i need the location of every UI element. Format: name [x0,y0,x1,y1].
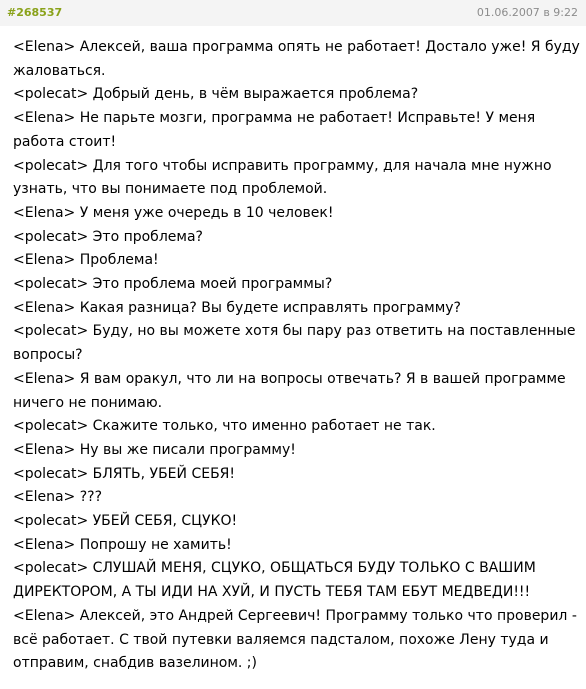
quote-line: <polecat> Скажите только, что именно работает не так. [13,418,436,435]
quote-line: <Elena> Проблема! [13,252,159,269]
quote-line: <Elena> Я вам оракул, что ли на вопросы отвечать? Я в вашей программе ничего не понимаю. [13,370,566,411]
quote-line: <Elena> ??? [13,489,103,506]
quote-body [13,36,581,676]
quote-line: <Elena> Какая разница? Вы будете исправлять программу? [13,299,461,316]
quote-id-link[interactable]: #268537 [7,6,63,19]
quote-line: <polecat> СЛУШАЙ МЕНЯ, СЦУКО, ОБЩАТЬСЯ БУДУ ТОЛЬКО С ВАШИМ ДИРЕКТОРОМ, А ТЫ ИДИ НА ХУЙ, И ПУСТЬ ТЕБЯ ТАМ ЕБУТ МЕДВЕДИ!!! [13,560,536,601]
quote-line: <Elena> У меня уже очередь в 10 человек! [13,204,334,221]
quote-time: 9:22 [553,6,578,19]
quote-line: <polecat> Добрый день, в чём выражается проблема? [13,86,419,103]
quote-line: <polecat> Это проблема? [13,228,203,245]
quote-line: <Elena> Не парьте мозги, программа не работает! Исправьте! У меня работа стоит! [13,110,536,150]
quote-line: <polecat> Буду, но вы можете хотя бы пару раз ответить на поставленные вопросы? [13,323,576,364]
quote-line: <Elena> Алексей, это Андрей Сергеевич! Программу только что проверил - всё работает. С твой путевки валяемся падсталом, похоже Лену туда и отправим, снабдив вазелином. ;) [13,607,577,672]
quote-line: <Elena> Попрошу не хамить! [13,536,232,553]
quote-date-separator: в [543,6,550,19]
quote-line: <polecat> УБЕЙ СЕБЯ, СЦУКО! [13,513,238,530]
quote-line: <Elena> Алексей, ваша программа опять не работает! Достало уже! Я буду жаловаться. [13,39,580,79]
quote-line: <polecat> Для того чтобы исправить программу, для начала мне нужно узнать, что вы понимаете под проблемой. [13,157,552,198]
quote-date: 01.06.2007 [476,6,540,19]
quote-line: <Elena> Ну вы же писали программу! [13,441,296,458]
quote-line: <polecat> БЛЯТЬ, УБЕЙ СЕБЯ! [13,465,236,482]
quote-timestamp [477,6,578,20]
quote-line: <polecat> Это проблема моей программы? [13,276,333,293]
quote-header [0,0,586,26]
